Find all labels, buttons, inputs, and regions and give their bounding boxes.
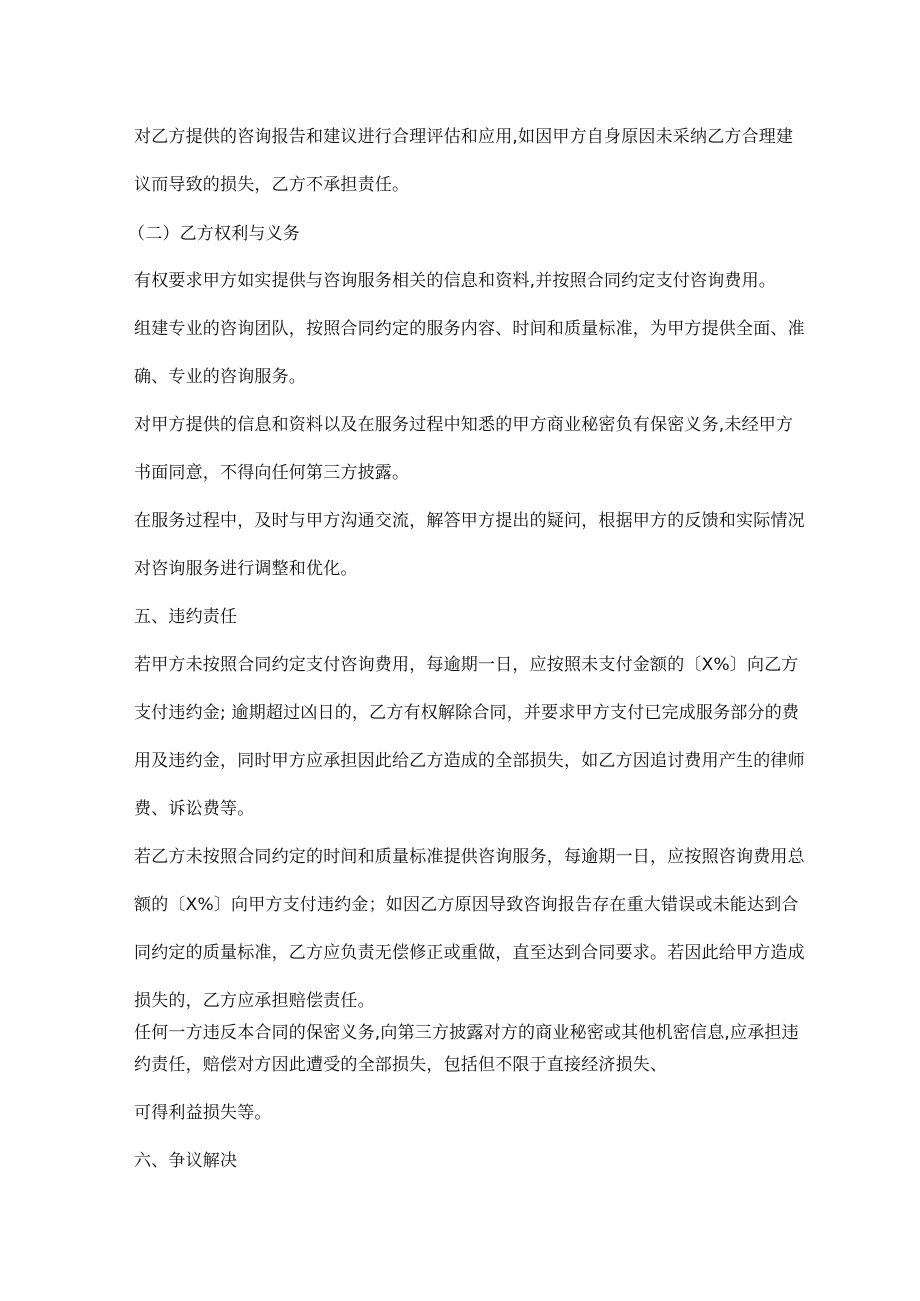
text-line: 对甲方提供的信息和资料以及在服务过程中知悉的甲方商业秘密负有保密义务,未经甲方 bbox=[134, 415, 794, 435]
text-line: 有权要求甲方如实提供与咨询服务相关的信息和资料,并按照合同约定支付咨询费用。 bbox=[134, 271, 777, 291]
text-line: 对乙方提供的咨询报告和建议进行合理评估和应用,如因甲方自身原因未采纳乙方合理建 bbox=[134, 127, 794, 147]
text-line: 费、诉讼费等。 bbox=[134, 799, 255, 819]
section-heading: 六、争议解决 bbox=[134, 1151, 238, 1171]
text-line: 若甲方未按照合同约定支付咨询费用，每逾期一日，应按照未支付金额的〔X%〕向乙方 bbox=[134, 655, 799, 675]
text-line: 组建专业的咨询团队，按照合同约定的服务内容、时间和质量标准，为甲方提供全面、准 bbox=[134, 319, 805, 339]
text-line: 若乙方未按照合同约定的时间和质量标准提供咨询服务，每逾期一日，应按照咨询费用总 bbox=[134, 847, 805, 867]
text-line: 书面同意，不得向任何第三方披露。 bbox=[134, 463, 410, 483]
text-line: 用及违约金，同时甲方应承担因此给乙方造成的全部损失，如乙方因追讨费用产生的律师 bbox=[134, 751, 805, 771]
text-line: 同约定的质量标准，乙方应负责无偿修正或重做，直至达到合同要求。若因此给甲方造成 bbox=[134, 943, 805, 963]
text-line: 支付违约金; 逾期超过凶日的，乙方有权解除合同，并要求甲方支付已完成服务部分的费 bbox=[134, 703, 800, 723]
text-line: 确、专业的咨询服务。 bbox=[134, 367, 306, 387]
text-line: 约责任，赔偿对方因此遭受的全部损失，包括但不限于直接经济损失、 bbox=[134, 1055, 668, 1075]
text-line: 任何一方违反本合同的保密义务,向第三方披露对方的商业秘密或其他机密信息,应承担违 bbox=[134, 1023, 799, 1043]
text-line: 额的〔X%〕向甲方支付违约金；如因乙方原因导致咨询报告存在重大错误或未能达到合 bbox=[134, 895, 799, 915]
text-line: 议而导致的损失，乙方不承担责任。 bbox=[134, 175, 410, 195]
text-line: 损失的，乙方应承担赔偿责任。 bbox=[134, 991, 375, 1011]
section-heading: 五、违约责任 bbox=[134, 607, 238, 627]
section-heading: （二）乙方权利与义务 bbox=[128, 224, 300, 244]
text-line: 在服务过程中，及时与甲方沟通交流，解答甲方提出的疑问，根据甲方的反馈和实际情况 bbox=[134, 511, 805, 531]
text-line: 可得利益损失等。 bbox=[134, 1103, 272, 1123]
text-line: 对咨询服务进行调整和优化。 bbox=[134, 559, 358, 579]
